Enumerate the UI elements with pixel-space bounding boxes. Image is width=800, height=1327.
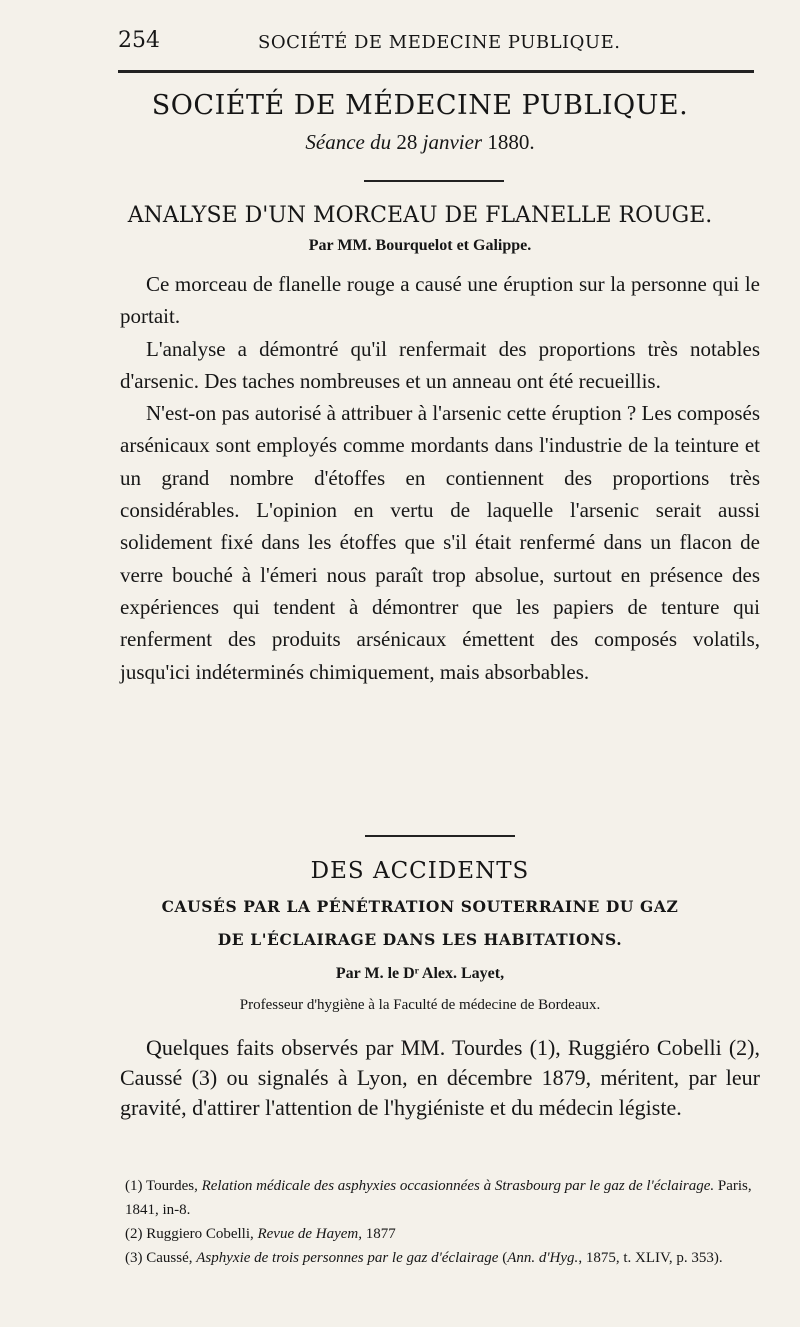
article-title: DES ACCIDENTS: [310, 858, 530, 884]
footnote-title: Ann. d'Hyg.: [507, 1250, 579, 1266]
footnote-title: Asphyxie de trois personnes par le gaz d'éclairage: [196, 1250, 499, 1266]
author-affiliation: Professeur d'hygiène à la Faculté de médecine de Bordeaux.: [239, 997, 601, 1013]
footnote: [125, 1246, 765, 1270]
article-subtitle: CAUSÉS PAR LA PÉNÉTRATION SOUTERRAINE DU GAZ: [161, 897, 679, 916]
session-day: 28: [396, 130, 418, 154]
footnotes: [125, 1174, 765, 1270]
footnote-text: (1) Tourdes,: [125, 1178, 198, 1194]
footnote-text: (3) Caussé,: [125, 1250, 193, 1266]
session-year: 1880.: [487, 130, 535, 154]
section-divider: [364, 180, 504, 182]
footnote-title: Relation médicale des asphyxies occasionnées à Strasbourg par le gaz de l'éclairage.: [201, 1178, 715, 1194]
article-subtitle: DE L'ÉCLAIRAGE DANS LES HABITATIONS.: [217, 930, 623, 949]
footnote: [125, 1222, 765, 1246]
paragraph: Quelques faits observés par MM. Tourdes (1), Ruggiéro Cobelli (2), Caussé (3) ou signalés à Lyon, en décembre 1879, méritent, par leur gravité, d'attirer l'attention de l'hygiéniste et du médecin légiste.: [120, 1035, 760, 1120]
page-number: 254: [118, 28, 160, 53]
paragraph: N'est-on pas autorisé à attribuer à l'arsenic cette éruption ? Les composés arsénicaux sont employés comme mordants dans l'industrie de la teinture et un grand nombre d'étoffes en contiennent des proportions très considérables. L'opinion en vertu de laquelle l'arsenic serait aussi solidement fixé dans les étoffes que s'il était renfermé dans un flacon de verre bouché à l'émeri nous paraît trop absolue, surtout en présence des expériences qui tendent à démontrer que les papiers de tenture qui renferment des produits arsénicaux émettent des composés volatils, jusqu'ici indéterminés chimiquement, mais absorbables.: [120, 401, 760, 684]
article-title: ANALYSE D'UN MORCEAU DE FLANELLE ROUGE.: [127, 203, 713, 228]
footnote-text: , 1875, t. XLIV, p. 353).: [578, 1250, 723, 1266]
running-title: SOCIÉTÉ DE MEDECINE PUBLIQUE.: [258, 32, 621, 53]
paragraph: L'analyse a démontré qu'il renfermait des proportions très notables d'arsenic. Des taches nombreuses et un anneau ont été recueillis.: [120, 336, 760, 393]
section-title: SOCIÉTÉ DE MÉDECINE PUBLIQUE.: [151, 90, 689, 121]
footnote-text: (2) Ruggiero Cobelli,: [125, 1226, 254, 1242]
article-byline: Par MM. Bourquelot et Galippe.: [308, 237, 532, 254]
running-head: [118, 28, 758, 62]
session-prefix: Séance du: [305, 130, 392, 154]
paragraph: Ce morceau de flanelle rouge a causé une éruption sur la personne qui le portait.: [120, 272, 760, 329]
footnote: [125, 1174, 765, 1222]
article-body: [120, 1033, 760, 1123]
footnote-text: Paris, 1841, in-8.: [125, 1178, 752, 1218]
session-date: [100, 130, 740, 155]
footnote-title: Revue de Hayem,: [257, 1226, 363, 1242]
article-body: [120, 268, 760, 688]
article-byline: Par M. le Dʳ Alex. Layet,: [335, 965, 505, 982]
footnote-text: (: [502, 1250, 508, 1266]
session-month: janvier: [422, 130, 483, 154]
footnote-text: 1877: [365, 1226, 396, 1242]
header-rule: [118, 70, 754, 73]
article-divider: [365, 835, 515, 837]
